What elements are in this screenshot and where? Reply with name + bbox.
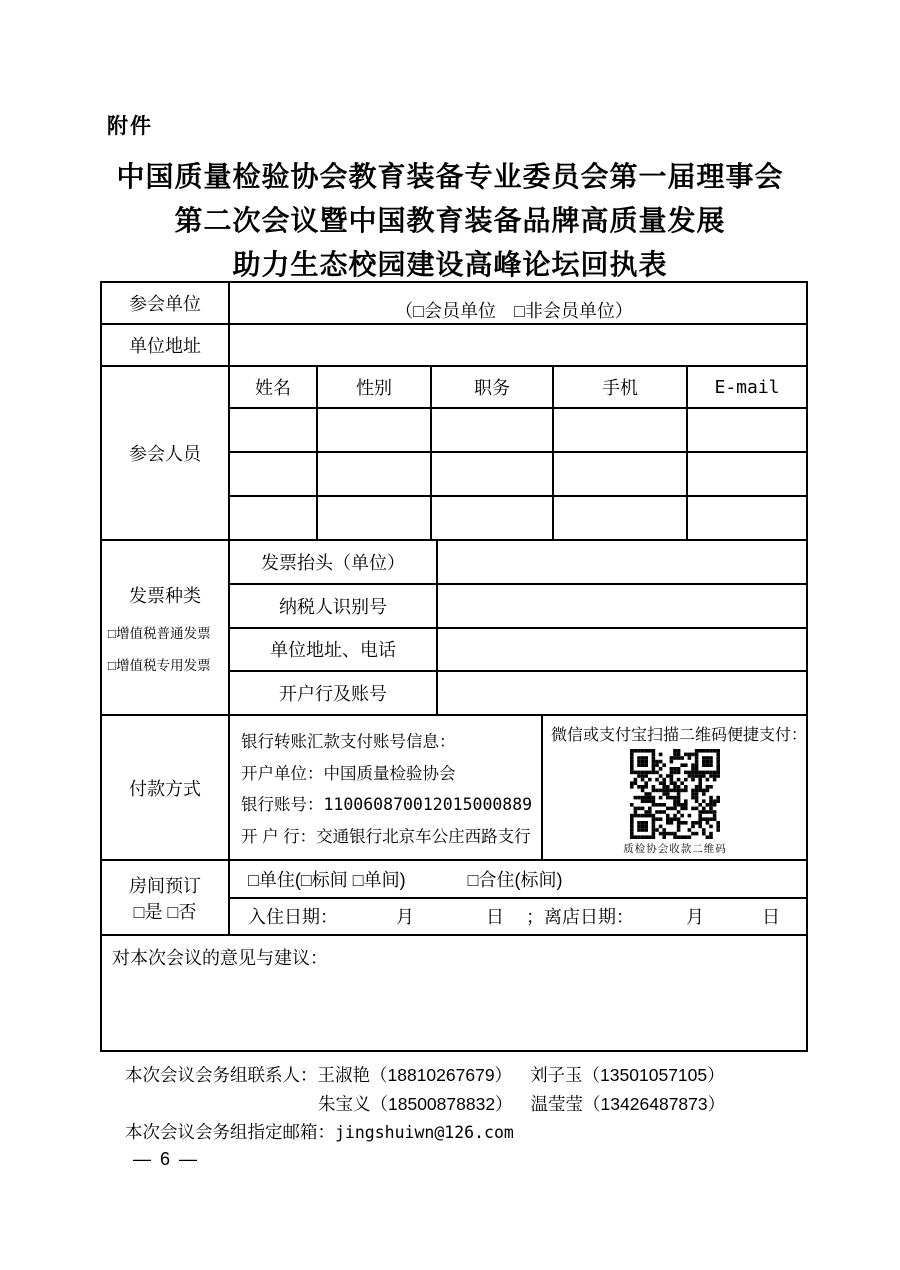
qr-title: 微信或支付宝扫描二维码便捷支付：: [551, 727, 808, 744]
attachment-label: 附件: [107, 115, 153, 138]
attendee-row: [230, 453, 806, 497]
bank-branch-label: 开 户 行：: [241, 828, 317, 847]
room-dates-row: [230, 899, 806, 935]
invoice-field-row: [230, 629, 806, 673]
empty-cell: [318, 497, 432, 539]
empty-cell: [438, 672, 806, 714]
invoice-type-general-checkbox: □增值税普通发票: [108, 625, 211, 641]
invoice-field-row: [230, 672, 806, 714]
empty-cell: [438, 585, 806, 627]
page-number: — 6 —: [133, 1149, 200, 1169]
account-number-label: 银行账号：: [241, 796, 324, 815]
attendees-grid: [230, 367, 806, 539]
attendees-section: [102, 367, 806, 541]
attendees-label: 参会人员: [102, 367, 230, 539]
feedback-section: [102, 936, 806, 1050]
empty-cell: [318, 453, 432, 495]
feedback-cell: [102, 936, 806, 1050]
empty-cell: [318, 409, 432, 451]
empty-cell: [438, 629, 806, 671]
bank-info-title: 银行转账汇款支付账号信息：: [241, 732, 456, 751]
room-label-cell: [102, 861, 230, 934]
attendee-row: [230, 409, 806, 453]
room-yes-no-checkboxes: □是 □否: [133, 901, 197, 922]
invoice-section: [102, 541, 806, 716]
title-line-1: 中国质量检验协会教育装备专业委员会第一届理事会: [116, 161, 784, 192]
invoice-label: 发票种类: [129, 585, 201, 606]
payment-qr-code: [630, 749, 720, 839]
bank-account-name-line: [241, 760, 541, 784]
payment-label: 付款方式: [102, 716, 230, 859]
contact-3: 朱宝义（18500878832）: [318, 1094, 513, 1114]
col-header-email: E-mail: [714, 376, 780, 398]
address-row: [102, 325, 806, 367]
qr-payment-area: [543, 716, 807, 859]
contact-2: 刘子玉（13501057105）: [530, 1065, 725, 1085]
membership-checkboxes: （□会员单位 □非会员单位）: [395, 301, 633, 321]
contact-1: 王淑艳（18810267679）: [317, 1065, 513, 1085]
account-number-value: 110060870012015000889: [323, 795, 533, 815]
footer-contacts-line1: [125, 1062, 725, 1087]
address-label: 单位地址: [102, 325, 230, 365]
attendees-header-row: [230, 367, 806, 409]
col-header-mobile: 手机: [554, 367, 688, 407]
invoice-type-special-checkbox: □增值税专用发票: [108, 657, 211, 673]
invoice-label-cell: [102, 541, 230, 714]
feedback-label: 对本次会议的意见与建议：: [112, 948, 328, 968]
empty-cell: [230, 497, 318, 539]
account-name-value: 中国质量检验协会: [323, 764, 456, 783]
payment-section: [102, 716, 806, 861]
checkout-month: 月: [686, 907, 704, 928]
empty-cell: [688, 497, 806, 539]
checkout-day: 日: [762, 907, 780, 928]
empty-cell: [554, 409, 688, 451]
checkin-month: 月: [396, 907, 414, 928]
empty-cell: [438, 541, 806, 583]
single-stay-checkboxes: □单住(□标间 □单间): [248, 869, 406, 890]
reply-form-table: [100, 281, 808, 1052]
contacts-label: 本次会议会务组联系人：: [125, 1065, 318, 1085]
invoice-field-row: [230, 585, 806, 629]
footer-contacts-line2: [318, 1091, 725, 1116]
attendee-row: [230, 497, 806, 539]
checkin-day: 日: [486, 907, 504, 928]
email-label: 本次会议会务组指定邮箱：: [125, 1122, 335, 1142]
invoice-fields: [230, 541, 806, 714]
empty-cell: [230, 409, 318, 451]
empty-cell: [432, 409, 554, 451]
room-options: [230, 861, 806, 934]
col-header-name: 姓名: [230, 367, 318, 407]
room-section: [102, 861, 806, 936]
title-line-2: 第二次会议暨中国教育装备品牌高质量发展: [174, 205, 726, 236]
bank-account-label: 开户行及账号: [230, 672, 438, 714]
empty-cell: [432, 453, 554, 495]
contact-4: 温莹莹（13426487873）: [530, 1094, 726, 1114]
col-header-gender: 性别: [318, 367, 432, 407]
payment-content: [230, 716, 806, 859]
room-type-row: [230, 861, 806, 899]
unit-row: [102, 283, 806, 325]
taxpayer-id-label: 纳税人识别号: [230, 585, 438, 627]
unit-value-cell: [230, 283, 806, 323]
invoice-title-label: 发票抬头（单位）: [230, 541, 438, 583]
bank-transfer-info: [230, 716, 543, 859]
bank-account-number-line: [241, 791, 541, 815]
empty-cell: [688, 453, 806, 495]
title-line-3: 助力生态校园建设高峰论坛回执表: [232, 249, 668, 280]
checkin-label: 入住日期：: [248, 907, 338, 928]
room-label: 房间预订: [129, 875, 201, 896]
bank-branch-value: 交通银行北京车公庄西路支行: [316, 828, 531, 847]
empty-cell: [688, 409, 806, 451]
account-name-label: 开户单位：: [241, 764, 324, 783]
col-header-duty: 职务: [432, 367, 554, 407]
bank-branch-line: [241, 823, 541, 847]
invoice-field-row: [230, 541, 806, 585]
document-title: [0, 155, 900, 287]
email-address: jingshuiwn@126.com: [335, 1123, 514, 1142]
checkout-label: ；离店日期：: [526, 907, 634, 928]
unit-address-phone-label: 单位地址、电话: [230, 629, 438, 671]
shared-stay-checkbox: □合住(标间): [467, 869, 563, 890]
qr-caption: 质检协会收款二维码: [623, 843, 727, 855]
empty-cell: [554, 453, 688, 495]
address-value-cell: [230, 325, 806, 365]
unit-label: 参会单位: [102, 283, 230, 323]
footer-email-line: [125, 1119, 514, 1144]
empty-cell: [554, 497, 688, 539]
empty-cell: [432, 497, 554, 539]
empty-cell: [230, 453, 318, 495]
